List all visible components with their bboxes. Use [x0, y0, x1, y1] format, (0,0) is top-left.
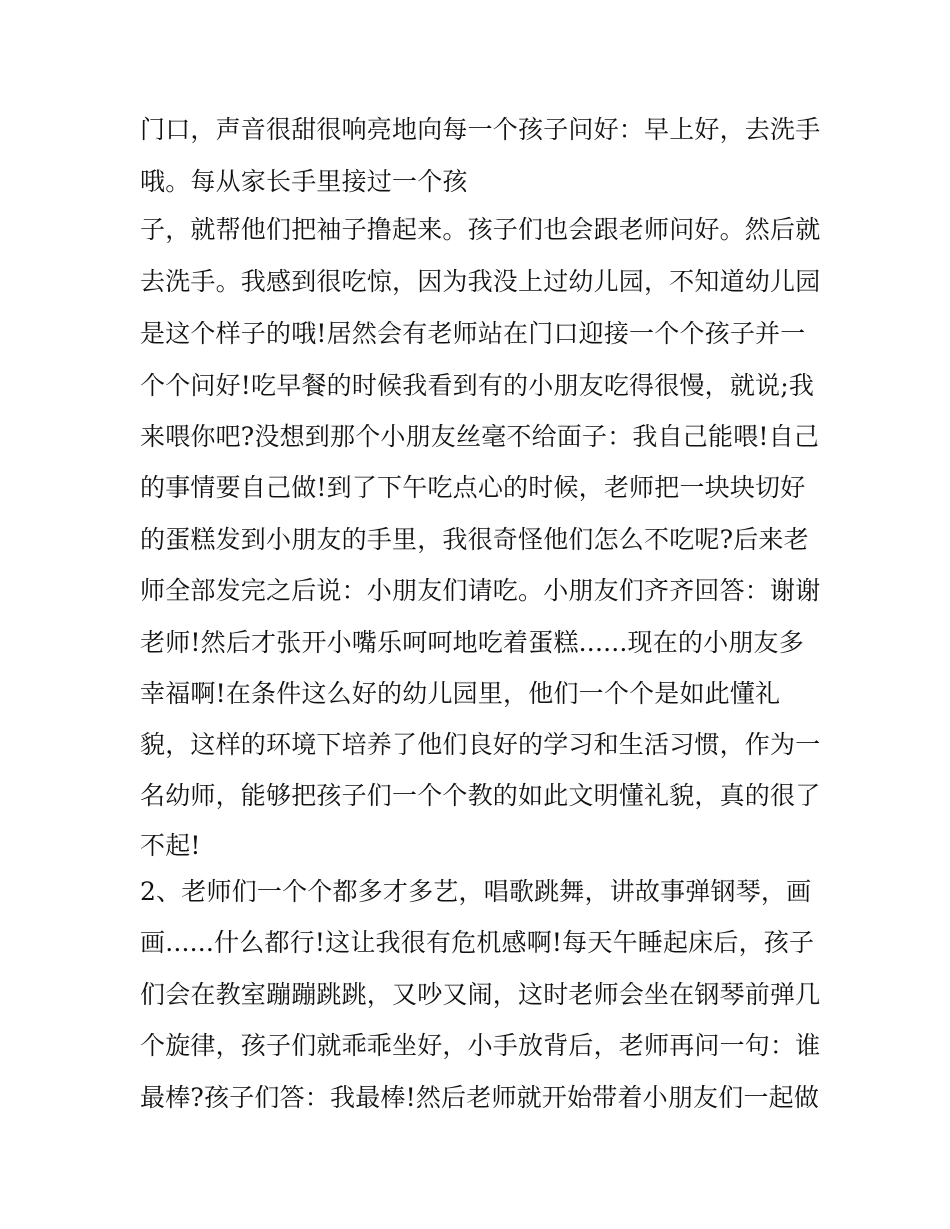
text-line-5: 是这个样子的哦!居然会有老师站在门口迎接一个个孩子并一 — [140, 319, 806, 348]
text-line-4: 去洗手。我感到很吃惊，因为我没上过幼儿园，不知道幼儿园 — [140, 267, 821, 296]
text-line-15: 不起! — [140, 831, 201, 860]
text-line-11: 老师!然后才张开小嘴乐呵呵地吃着蛋糕......现在的小朋友多 — [140, 628, 804, 657]
text-line-20: 最棒?孩子们答：我最棒!然后老师就开始带着小朋友们一起做 — [140, 1083, 820, 1112]
text-line-7: 来喂你吧?没想到那个小朋友丝毫不给面子：我自己能喂!自己 — [140, 422, 820, 451]
text-line-16: 2、老师们一个个都多才多艺，唱歌跳舞，讲故事弹钢琴，画 — [140, 877, 812, 906]
text-line-19: 个旋律，孩子们就乖乖坐好，小手放背后，老师再问一句：谁 — [140, 1031, 821, 1060]
text-line-18: 们会在教室蹦蹦跳跳，又吵又闹，这时老师会坐在钢琴前弹几 — [140, 980, 821, 1009]
text-line-1: 门口，声音很甜很响亮地向每一个孩子问好：早上好，去洗手 — [140, 115, 821, 144]
text-line-8: 的事情要自己做!到了下午吃点心的时候，老师把一块块切好 — [140, 473, 806, 502]
text-line-14: 名幼师，能够把孩子们一个个教的如此文明懂礼貌，真的很了 — [140, 781, 821, 810]
text-line-2: 哦。每从家长手里接过一个孩 — [140, 167, 468, 196]
text-line-12: 幸福啊!在条件这么好的幼儿园里，他们一个个是如此懂礼 — [140, 679, 781, 708]
text-line-17: 画......什么都行!这让我很有危机感啊!每天午睡起床后，孩子 — [140, 928, 815, 957]
text-line-3: 子，就帮他们把袖子撸起来。孩子们也会跟老师问好。然后就 — [140, 215, 821, 244]
text-line-6: 个个问好!吃早餐的时候我看到有的小朋友吃得很慢，就说;我 — [140, 371, 815, 400]
text-line-10: 师全部发完之后说：小朋友们请吃。小朋友们齐齐回答：谢谢 — [140, 576, 821, 605]
text-line-13: 貌，这样的环境下培养了他们良好的学习和生活习惯，作为一 — [140, 730, 821, 759]
text-line-9: 的蛋糕发到小朋友的手里，我很奇怪他们怎么不吃呢?后来老 — [140, 525, 809, 554]
